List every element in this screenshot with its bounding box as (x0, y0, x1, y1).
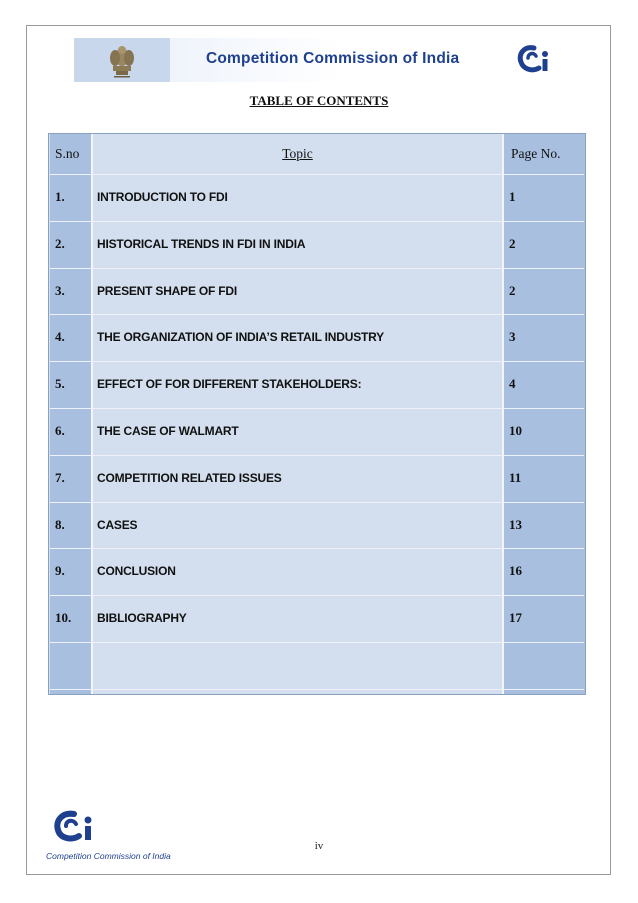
row-topic: CASES (97, 517, 138, 532)
row-topic: THE ORGANIZATION OF INDIA’S RETAIL INDUSTRY (97, 330, 384, 345)
row-page: 16 (509, 563, 522, 579)
row-number: 2. (55, 235, 65, 251)
toc-row[interactable] (49, 502, 585, 548)
row-page: 10 (509, 423, 522, 438)
row-number: 5. (55, 376, 65, 392)
row-number: 6. (55, 423, 65, 438)
row-topic: EFFECT OF FOR DIFFERENT STAKEHOLDERS: (97, 377, 362, 392)
toc-title: TABLE OF CONTENTS (249, 93, 389, 108)
toc-row[interactable] (49, 361, 585, 407)
row-topic: THE CASE OF WALMART (97, 424, 239, 438)
row-number: 1. (55, 189, 65, 204)
row-topic: COMPETITION RELATED ISSUES (97, 470, 282, 485)
toc-table (48, 133, 586, 695)
row-number: 4. (55, 329, 65, 345)
row-number: 10. (55, 610, 72, 626)
toc-row[interactable] (49, 221, 585, 267)
row-page: 2 (509, 235, 516, 251)
row-topic: CONCLUSION (97, 564, 176, 579)
row-number: 3. (55, 282, 65, 298)
toc-row[interactable] (49, 314, 585, 360)
cci-logo-icon (514, 42, 556, 78)
row-number: 7. (55, 469, 65, 485)
header-banner (74, 38, 561, 82)
footer-organization: Competition Commission of India (46, 851, 171, 861)
row-number: 9. (55, 563, 65, 579)
national-emblem-icon (92, 41, 150, 79)
row-topic: INTRODUCTION TO FDI (97, 190, 228, 204)
row-separator (50, 642, 584, 643)
toc-row[interactable] (49, 268, 585, 314)
row-topic: PRESENT SHAPE OF FDI (97, 283, 238, 298)
row-topic: BIBLIOGRAPHY (97, 611, 187, 626)
row-page: 1 (509, 189, 516, 204)
row-topic: HISTORICAL TRENDS IN FDI IN INDIA (97, 236, 306, 251)
toc-row[interactable] (49, 595, 585, 641)
toc-row[interactable] (49, 174, 585, 220)
row-page: 4 (509, 376, 516, 392)
toc-row[interactable] (49, 408, 585, 454)
row-page: 2 (509, 282, 516, 298)
row-page: 17 (509, 610, 522, 626)
row-page: 11 (509, 469, 522, 485)
row-separator (50, 689, 584, 690)
banner-title: Competition Commission of India (206, 50, 460, 67)
emblem-panel (74, 38, 170, 82)
page-number: iv (314, 840, 324, 852)
row-page: 13 (509, 516, 522, 532)
toc-row[interactable] (49, 455, 585, 501)
header-page: Page No. (511, 146, 561, 161)
row-page: 3 (509, 329, 516, 345)
header-sno: S.no (55, 146, 80, 161)
row-number: 8. (55, 516, 65, 532)
header-topic: Topic (282, 146, 313, 161)
toc-row[interactable] (49, 548, 585, 594)
